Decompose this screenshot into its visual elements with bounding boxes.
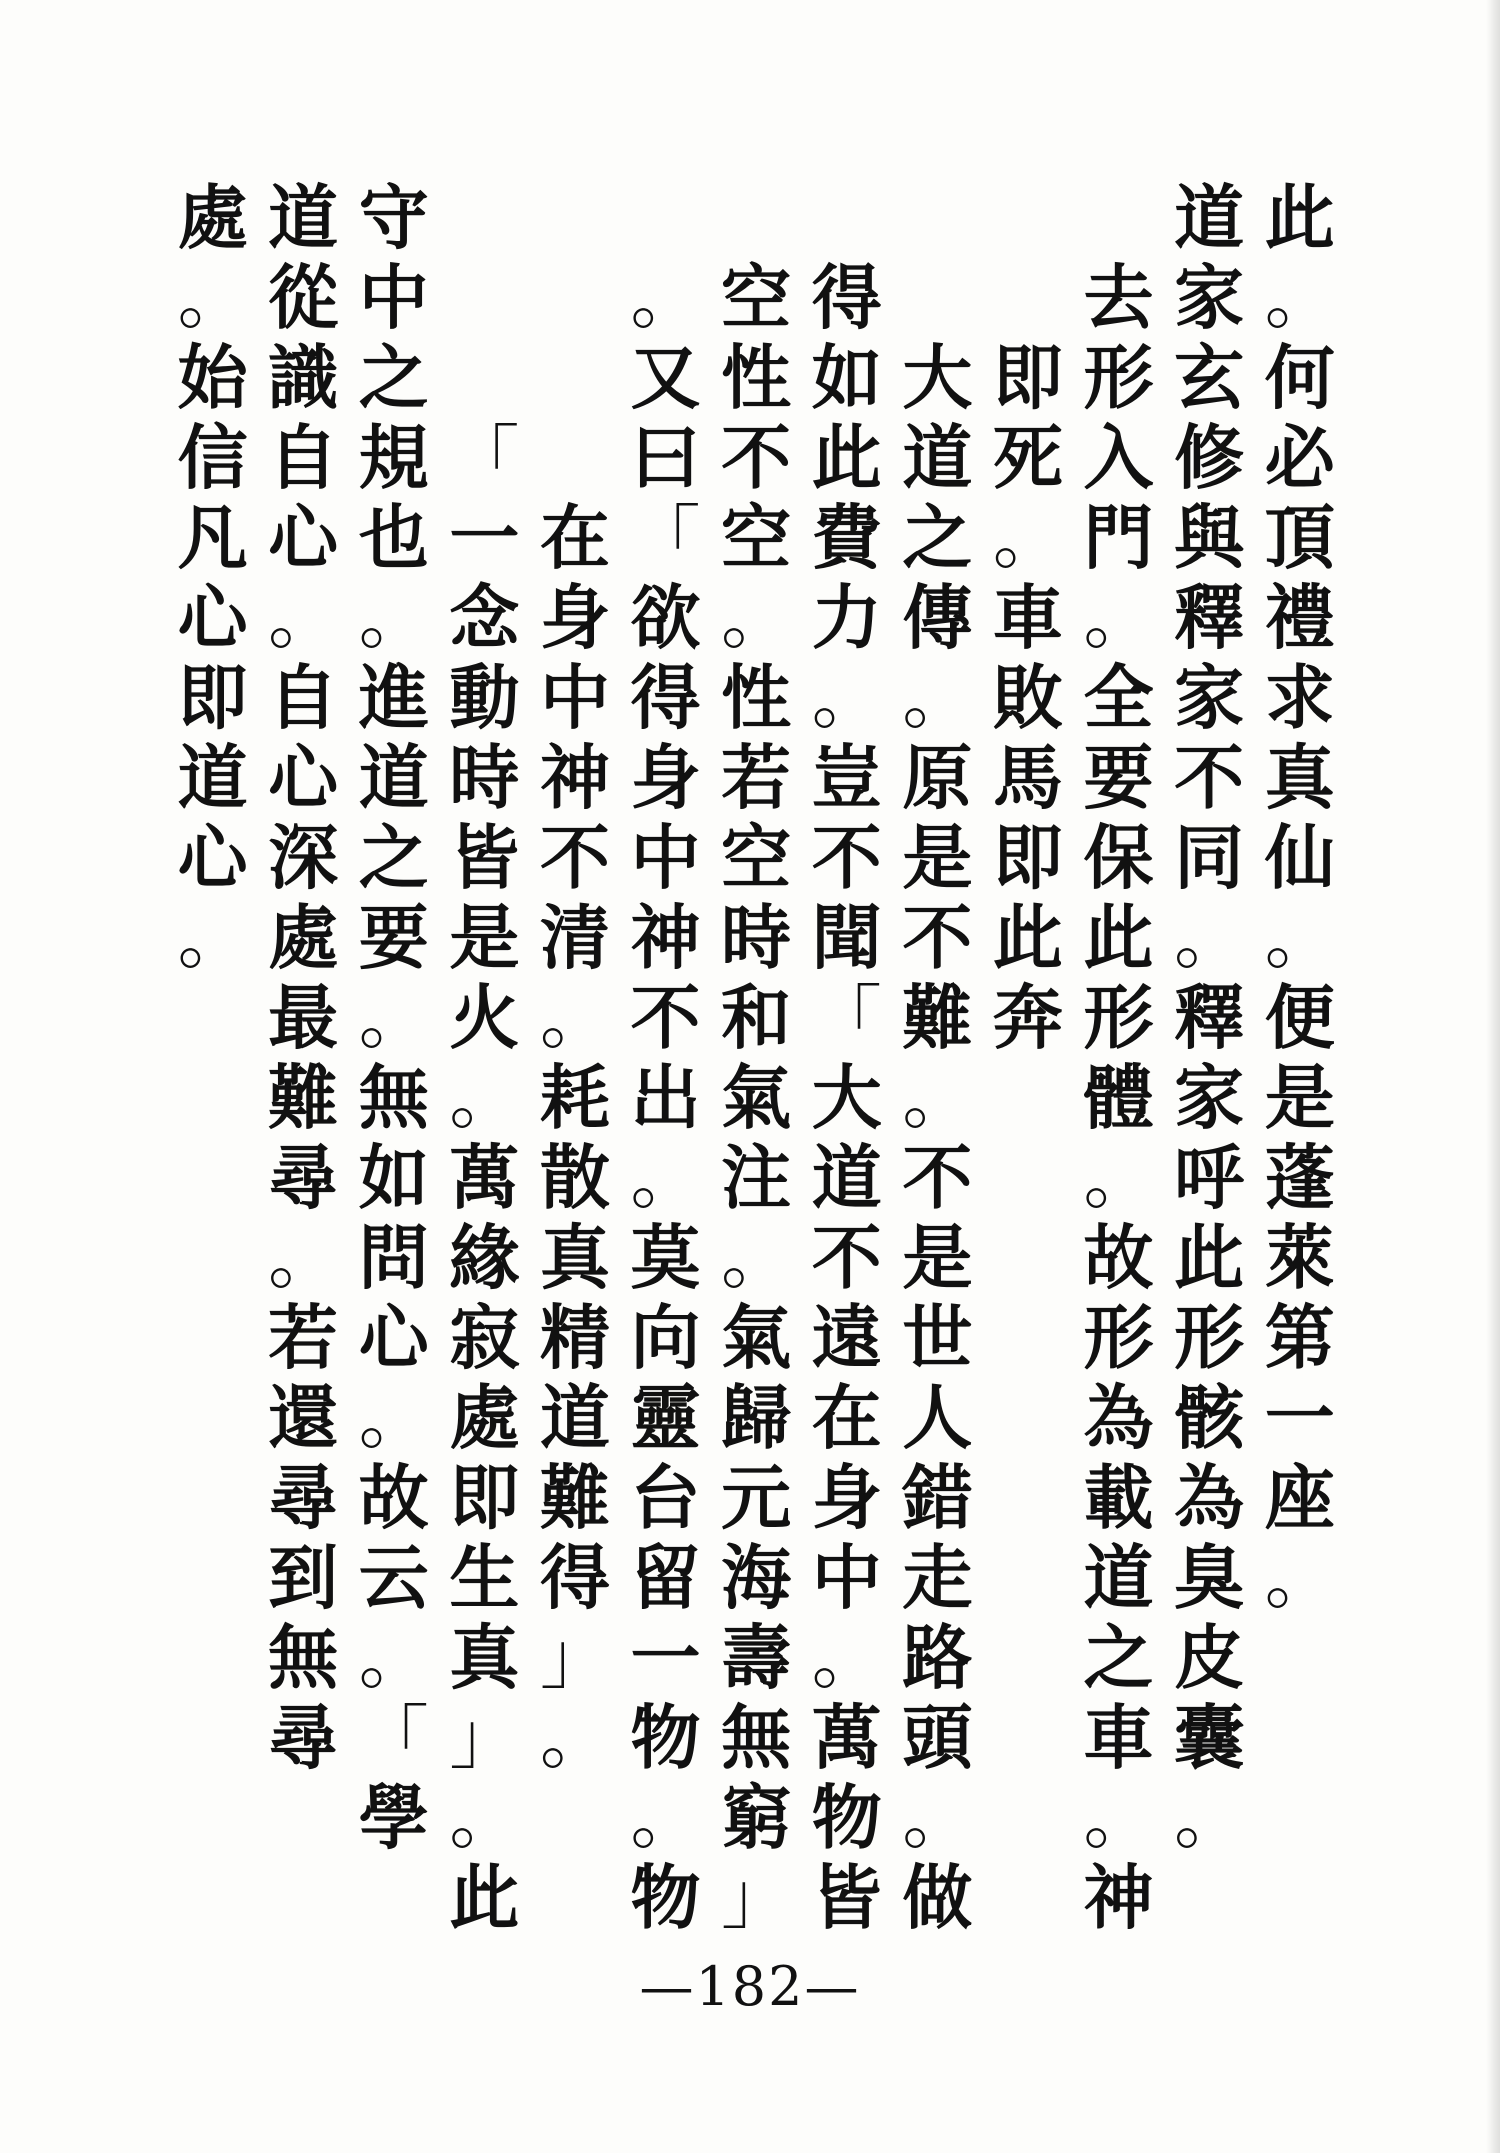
punctuation-glyph: 。	[902, 657, 973, 739]
text-glyph: 不	[902, 896, 973, 979]
punctuation-glyph: 」	[539, 1617, 610, 1699]
text-glyph: 識	[268, 336, 339, 419]
text-glyph: 不	[1174, 736, 1245, 819]
punctuation-glyph: 。	[721, 577, 792, 659]
text-glyph: 守	[358, 176, 429, 259]
text-glyph: 為	[1174, 1456, 1245, 1539]
text-glyph: 傳	[902, 576, 973, 659]
punctuation-glyph: 。	[992, 497, 1063, 579]
text-column-8	[622, 178, 710, 1938]
text-glyph: 物	[630, 1856, 701, 1939]
text-glyph: 真	[539, 1216, 610, 1299]
punctuation-glyph: 。	[1264, 897, 1335, 979]
text-glyph: 清	[539, 896, 610, 979]
text-glyph: 即	[992, 816, 1063, 899]
punctuation-glyph: 「	[630, 497, 701, 579]
text-glyph: 心	[268, 496, 339, 579]
text-glyph: 不	[539, 816, 610, 899]
column-gap	[531, 338, 619, 418]
text-column-9	[531, 178, 619, 1938]
punctuation-glyph: 。	[630, 257, 701, 339]
text-glyph: 道	[268, 176, 339, 259]
text-glyph: 心	[177, 576, 248, 659]
text-glyph: 釋	[1174, 576, 1245, 659]
column-gap	[712, 238, 800, 258]
punctuation-glyph: 。	[630, 1777, 701, 1859]
punctuation-glyph: 。	[1083, 1137, 1154, 1219]
column-gap	[622, 198, 710, 218]
text-glyph: 身	[539, 576, 610, 659]
column-gap	[712, 198, 800, 218]
punctuation-glyph: 」	[721, 1857, 792, 1939]
text-glyph: 第	[1264, 1296, 1335, 1379]
text-glyph: 無	[721, 1696, 792, 1779]
text-glyph: 物	[630, 1696, 701, 1779]
punctuation-glyph: 。	[539, 977, 610, 1059]
text-glyph: 還	[268, 1376, 339, 1459]
text-glyph: 凡	[177, 496, 248, 579]
text-glyph: 真	[449, 1616, 520, 1699]
column-gap	[984, 178, 1072, 258]
text-glyph: 心	[177, 816, 248, 899]
text-glyph: 故	[358, 1456, 429, 1539]
column-gap	[622, 178, 710, 198]
text-glyph: 海	[721, 1536, 792, 1619]
text-glyph: 力	[811, 576, 882, 659]
text-glyph: 仙	[1264, 816, 1335, 899]
text-glyph: 始	[177, 336, 248, 419]
text-glyph: 從	[268, 256, 339, 339]
text-glyph: 要	[358, 896, 429, 979]
text-glyph: 難	[902, 976, 973, 1059]
text-glyph: 萬	[811, 1696, 882, 1779]
text-glyph: 注	[721, 1136, 792, 1219]
text-glyph: 同	[1174, 816, 1245, 899]
text-glyph: 心	[268, 736, 339, 819]
column-gap	[1075, 178, 1163, 218]
punctuation-glyph: 。	[358, 1617, 429, 1699]
text-glyph: 形	[1083, 976, 1154, 1059]
text-glyph: 性	[721, 656, 792, 739]
punctuation-glyph: 。	[811, 657, 882, 739]
column-gap	[1075, 218, 1163, 258]
text-glyph: 自	[268, 416, 339, 499]
text-glyph: 此	[992, 896, 1063, 979]
column-gap	[531, 178, 619, 258]
text-glyph: 載	[1083, 1456, 1154, 1539]
text-glyph: 不	[811, 816, 882, 899]
text-glyph: 馬	[992, 736, 1063, 819]
column-gap	[440, 298, 528, 358]
text-glyph: 信	[177, 416, 248, 499]
text-glyph: 之	[358, 336, 429, 419]
punctuation-glyph: 。	[449, 1057, 520, 1139]
text-glyph: 空	[721, 256, 792, 339]
text-glyph: 皆	[449, 816, 520, 899]
text-glyph: 物	[811, 1776, 882, 1859]
text-glyph: 寂	[449, 1296, 520, 1379]
text-glyph: 自	[268, 656, 339, 739]
text-glyph: 一	[630, 1616, 701, 1699]
text-glyph: 不	[630, 976, 701, 1059]
text-column-13	[169, 178, 257, 1938]
text-glyph: 時	[449, 736, 520, 819]
text-glyph: 聞	[811, 896, 882, 979]
text-glyph: 為	[1083, 1376, 1154, 1459]
text-glyph: 形	[1174, 1296, 1245, 1379]
text-glyph: 處	[268, 896, 339, 979]
text-glyph: 此	[1083, 896, 1154, 979]
punctuation-glyph: 。	[358, 577, 429, 659]
column-gap	[803, 238, 891, 258]
text-glyph: 皮	[1174, 1616, 1245, 1699]
text-glyph: 此	[1174, 1216, 1245, 1299]
text-glyph: 留	[630, 1536, 701, 1619]
punctuation-glyph: 。	[1083, 577, 1154, 659]
text-glyph: 處	[449, 1376, 520, 1459]
text-glyph: 欲	[630, 576, 701, 659]
text-glyph: 不	[902, 1136, 973, 1219]
text-glyph: 火	[449, 976, 520, 1059]
text-glyph: 皆	[811, 1856, 882, 1939]
punctuation-glyph: 「	[811, 977, 882, 1059]
text-glyph: 中	[539, 656, 610, 739]
column-gap	[531, 258, 619, 338]
text-glyph: 此	[1264, 176, 1335, 259]
text-glyph: 門	[1083, 496, 1154, 579]
text-glyph: 頭	[902, 1696, 973, 1779]
text-glyph: 也	[358, 496, 429, 579]
text-glyph: 難	[539, 1456, 610, 1539]
column-gap	[803, 198, 891, 218]
text-glyph: 原	[902, 736, 973, 819]
text-glyph: 中	[630, 816, 701, 899]
text-glyph: 精	[539, 1296, 610, 1379]
text-glyph: 又	[630, 336, 701, 419]
text-glyph: 禮	[1264, 576, 1335, 659]
text-glyph: 蓬	[1264, 1136, 1335, 1219]
text-glyph: 釋	[1174, 976, 1245, 1059]
text-glyph: 道	[1174, 176, 1245, 259]
text-glyph: 是	[449, 896, 520, 979]
text-glyph: 尋	[268, 1456, 339, 1539]
text-column-2	[1165, 178, 1253, 1938]
text-glyph: 家	[1174, 256, 1245, 339]
text-glyph: 體	[1083, 1056, 1154, 1139]
punctuation-glyph: 。	[630, 1137, 701, 1219]
text-glyph: 必	[1264, 416, 1335, 499]
column-gap	[712, 178, 800, 198]
text-glyph: 在	[811, 1376, 882, 1459]
text-glyph: 無	[268, 1616, 339, 1699]
text-glyph: 窮	[721, 1776, 792, 1859]
column-gap	[712, 218, 800, 238]
text-glyph: 費	[811, 496, 882, 579]
column-gap	[803, 218, 891, 238]
text-glyph: 即	[449, 1456, 520, 1539]
text-glyph: 車	[992, 576, 1063, 659]
text-glyph: 生	[449, 1536, 520, 1619]
punctuation-glyph: 。	[1264, 257, 1335, 339]
text-glyph: 性	[721, 336, 792, 419]
text-glyph: 氣	[721, 1056, 792, 1139]
text-glyph: 如	[811, 336, 882, 419]
text-glyph: 形	[1083, 1296, 1154, 1379]
text-glyph: 深	[268, 816, 339, 899]
text-glyph: 道	[902, 416, 973, 499]
text-glyph: 真	[1264, 736, 1335, 819]
text-glyph: 遠	[811, 1296, 882, 1379]
text-glyph: 去	[1083, 256, 1154, 339]
text-glyph: 緣	[449, 1216, 520, 1299]
text-glyph: 空	[721, 496, 792, 579]
text-glyph: 萊	[1264, 1216, 1335, 1299]
text-glyph: 求	[1264, 656, 1335, 739]
page-edge-shadow	[1486, 0, 1500, 2153]
punctuation-glyph: 。	[1174, 1777, 1245, 1859]
text-glyph: 心	[358, 1296, 429, 1379]
text-glyph: 萬	[449, 1136, 520, 1219]
text-glyph: 得	[811, 256, 882, 339]
text-glyph: 奔	[992, 976, 1063, 1059]
text-glyph: 靈	[630, 1376, 701, 1459]
text-glyph: 道	[358, 736, 429, 819]
text-glyph: 大	[811, 1056, 882, 1139]
text-column-1	[1256, 178, 1344, 1938]
punctuation-glyph: 。	[268, 577, 339, 659]
column-gap	[893, 258, 981, 298]
text-glyph: 一	[449, 496, 520, 579]
text-glyph: 與	[1174, 496, 1245, 579]
text-glyph: 囊	[1174, 1696, 1245, 1779]
text-glyph: 家	[1174, 656, 1245, 739]
text-glyph: 尋	[268, 1696, 339, 1779]
text-glyph: 規	[358, 416, 429, 499]
text-glyph: 世	[902, 1296, 973, 1379]
punctuation-glyph: 」	[449, 1697, 520, 1779]
text-column-7	[712, 178, 800, 1938]
text-glyph: 和	[721, 976, 792, 1059]
text-glyph: 道	[811, 1136, 882, 1219]
text-glyph: 路	[902, 1616, 973, 1699]
text-glyph: 歸	[721, 1376, 792, 1459]
text-glyph: 全	[1083, 656, 1154, 739]
text-glyph: 難	[268, 1056, 339, 1139]
text-glyph: 壽	[721, 1616, 792, 1699]
text-glyph: 便	[1264, 976, 1335, 1059]
text-glyph: 向	[630, 1296, 701, 1379]
text-glyph: 問	[358, 1216, 429, 1299]
text-glyph: 臭	[1174, 1536, 1245, 1619]
punctuation-glyph: 。	[902, 1777, 973, 1859]
column-gap	[893, 178, 981, 218]
punctuation-glyph: 。	[1174, 897, 1245, 979]
punctuation-glyph: 。	[177, 257, 248, 339]
text-glyph: 呼	[1174, 1136, 1245, 1219]
punctuation-glyph: 。	[1264, 1537, 1335, 1619]
text-glyph: 敗	[992, 656, 1063, 739]
text-glyph: 即	[992, 336, 1063, 419]
text-glyph: 無	[358, 1056, 429, 1139]
text-glyph: 入	[1083, 416, 1154, 499]
text-glyph: 學	[358, 1776, 429, 1859]
text-glyph: 道	[177, 736, 248, 819]
text-glyph: 做	[902, 1856, 973, 1939]
text-glyph: 此	[449, 1856, 520, 1939]
text-glyph: 道	[539, 1376, 610, 1459]
text-glyph: 如	[358, 1136, 429, 1219]
text-glyph: 形	[1083, 336, 1154, 419]
text-glyph: 修	[1174, 416, 1245, 499]
text-glyph: 最	[268, 976, 339, 1059]
text-glyph: 錯	[902, 1456, 973, 1539]
column-gap	[622, 218, 710, 238]
column-gap	[622, 238, 710, 258]
text-glyph: 空	[721, 816, 792, 899]
text-glyph: 若	[721, 736, 792, 819]
text-glyph: 車	[1083, 1696, 1154, 1779]
text-glyph: 不	[721, 416, 792, 499]
text-glyph: 進	[358, 656, 429, 739]
text-glyph: 豈	[811, 736, 882, 819]
text-glyph: 之	[902, 496, 973, 579]
text-glyph: 處	[177, 176, 248, 259]
text-glyph: 曰	[630, 416, 701, 499]
punctuation-glyph: 。	[902, 1057, 973, 1139]
punctuation-glyph: 。	[1083, 1777, 1154, 1859]
text-glyph: 得	[539, 1536, 610, 1619]
text-column-5	[893, 178, 981, 1938]
text-glyph: 得	[630, 656, 701, 739]
text-glyph: 此	[811, 416, 882, 499]
text-glyph: 何	[1264, 336, 1335, 419]
text-glyph: 時	[721, 896, 792, 979]
vertical-text-body	[177, 176, 1345, 1939]
text-glyph: 人	[902, 1376, 973, 1459]
text-glyph: 尋	[268, 1136, 339, 1219]
text-column-3	[1075, 178, 1163, 1938]
text-glyph: 耗	[539, 1056, 610, 1139]
text-glyph: 云	[358, 1536, 429, 1619]
text-glyph: 即	[177, 656, 248, 739]
text-glyph: 身	[811, 1456, 882, 1539]
text-glyph: 一	[1264, 1376, 1335, 1459]
punctuation-glyph: 。	[358, 1377, 429, 1459]
text-glyph: 是	[1264, 1056, 1335, 1139]
text-glyph: 故	[1083, 1216, 1154, 1299]
column-gap	[440, 358, 528, 418]
text-glyph: 家	[1174, 1056, 1245, 1139]
column-gap	[440, 178, 528, 238]
text-glyph: 死	[992, 416, 1063, 499]
page-number: —182—	[639, 1955, 861, 2018]
text-glyph: 神	[539, 736, 610, 819]
text-glyph: 神	[630, 896, 701, 979]
column-gap	[531, 418, 619, 498]
punctuation-glyph: 。	[177, 897, 248, 979]
text-glyph: 座	[1264, 1456, 1335, 1539]
column-gap	[440, 238, 528, 298]
text-glyph: 是	[902, 816, 973, 899]
column-gap	[803, 178, 891, 198]
punctuation-glyph: 。	[539, 1697, 610, 1779]
text-glyph: 在	[539, 496, 610, 579]
text-glyph: 念	[449, 576, 520, 659]
text-glyph: 身	[630, 736, 701, 819]
text-glyph: 道	[1083, 1536, 1154, 1619]
text-glyph: 中	[358, 256, 429, 339]
text-glyph: 散	[539, 1136, 610, 1219]
punctuation-glyph: 。	[268, 1217, 339, 1299]
column-gap	[984, 258, 1072, 338]
text-glyph: 到	[268, 1536, 339, 1619]
text-glyph: 骸	[1174, 1376, 1245, 1459]
text-glyph: 莫	[630, 1216, 701, 1299]
text-glyph: 要	[1083, 736, 1154, 819]
text-column-12	[259, 178, 347, 1938]
text-glyph: 不	[811, 1216, 882, 1299]
text-column-4	[984, 178, 1072, 1938]
column-gap	[893, 218, 981, 258]
text-glyph: 之	[358, 816, 429, 899]
text-glyph: 神	[1083, 1856, 1154, 1939]
text-glyph: 氣	[721, 1296, 792, 1379]
punctuation-glyph: 。	[811, 1617, 882, 1699]
text-glyph: 中	[811, 1536, 882, 1619]
text-glyph: 動	[449, 656, 520, 739]
punctuation-glyph: 。	[721, 1217, 792, 1299]
text-glyph: 頂	[1264, 496, 1335, 579]
text-glyph: 玄	[1174, 336, 1245, 419]
text-glyph: 是	[902, 1216, 973, 1299]
text-column-6	[803, 178, 891, 1938]
text-glyph: 之	[1083, 1616, 1154, 1699]
punctuation-glyph: 。	[358, 977, 429, 1059]
punctuation-glyph: 「	[449, 417, 520, 499]
text-column-11	[350, 178, 438, 1938]
punctuation-glyph: 。	[449, 1777, 520, 1859]
text-glyph: 元	[721, 1456, 792, 1539]
text-glyph: 大	[902, 336, 973, 419]
text-column-10	[440, 178, 528, 1938]
text-glyph: 台	[630, 1456, 701, 1539]
text-glyph: 走	[902, 1536, 973, 1619]
text-glyph: 出	[630, 1056, 701, 1139]
punctuation-glyph: 「	[358, 1697, 429, 1779]
text-glyph: 若	[268, 1296, 339, 1379]
column-gap	[893, 298, 981, 338]
text-glyph: 保	[1083, 816, 1154, 899]
